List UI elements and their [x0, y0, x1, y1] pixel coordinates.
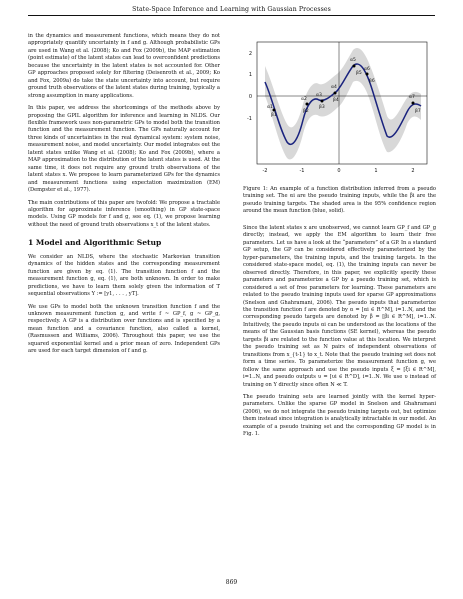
x-tick-label: -2 [262, 168, 268, 174]
beta-label: β1 [271, 113, 277, 118]
beta-label: β6 [369, 79, 375, 84]
y-tick-label: -1 [247, 116, 252, 122]
paragraph: Since the latent states x are unobserved, we cannot learn GP_f and GP_g directly; instead, we apply the EM algorithm to learn their free parameters. Let us have a look at the “parameters” of a GP. In a standard GP setup, the GP can be considered effectively parameterized by the hyper-parameters, the training inputs, and the training targets. In the considered state-space model, eq. (1), the training inputs can never be observed directly. Therefore, in this paper, we explicitly specify these parameters and parameterize a GP by a pseudo training set, which is considered a set of free parameters for learning. These parameters are related to the pseudo training inputs used for sparse GP approximations (Snelson and Ghahramani, 2006). The pseudo inputs that parameterize the transition function f are denoted by α = [αi ∈ R^M], i=1..N, and the corresponding pseudo targets are denoted by β = [βi ∈ R^M], i=1..N. Intuitively, the pseudo inputs αi can be understood as the locations of the means of the Gaussian basis functions (SE kernel), whereas the pseudo targets βi are related to the function value at this location. We interpret the pseudo training set as N pairs of independent observations of transitions from x_{t-1} to x_t. Note that the pseudo training set does not form a time series. To parameterize the measurement function g, we follow the same approach and use the pseudo inputs ξ = [ξi ∈ R^M], i=1..N, and pseudo outputs υ = [υi ∈ R^D], i=1..N. We use υ instead of training on Y directly since often N ≪ T. [243, 225, 436, 388]
x-tick-label: 2 [411, 168, 415, 174]
pseudo-point [321, 100, 324, 103]
beta-label: β4 [333, 98, 339, 103]
alpha-label: α5 [350, 58, 356, 63]
pseudo-point [353, 65, 356, 68]
pseudo-point [412, 102, 415, 105]
y-tick-label: 2 [248, 51, 252, 57]
x-tick-label: 0 [337, 168, 341, 174]
beta-label: β2 [303, 109, 309, 114]
alpha-label: α3 [316, 93, 322, 98]
beta-label: β5 [356, 71, 362, 76]
figure-caption: Figure 1: An example of a function distribution inferred from a pseudo training set. The αi are the pseudo training inputs, while the βi are the pseudo training targets. The shaded area is the 95% confidence region around the mean function (blue, solid). [243, 186, 436, 214]
header-rule [28, 15, 435, 16]
paragraph: in the dynamics and measurement functions, which means they do not appropriately quantify uncertainty in f and g. Although probabilistic GPs are used in Wang et al. (2008); Ko and Fox (2009b), the MAP estimation (point estimate) of the latent states can lead to overconfident predictions because the uncertainty in the latent states is not accounted for. Other GP approaches proposed solely for filtering (Deisenroth et al., 2009; Ko and Fox, 2009a) do take the state uncertainty into account, but require ground truth observations of the latent states during training, typically a strong assumption in many applications. [28, 33, 220, 99]
right-column [243, 225, 436, 444]
section-title: 1 Model and Algorithmic Setup [28, 238, 162, 248]
running-header: State-Space Inference and Learning with Gaussian Processes [132, 6, 331, 13]
paragraph: The pseudo training sets are learned jointly with the kernel hyper-parameters. Unlike the sparse GP model in Snelson and Ghahramani (2006), we do not integrate the pseudo training targets out, but optimize them instead since integration is analytically intractable in our model. An example of a pseudo training set and the corresponding GP model is in Fig. 1. [243, 393, 436, 438]
pseudo-point [334, 92, 337, 95]
y-tick-label: 1 [248, 72, 252, 78]
pseudo-point [273, 109, 276, 112]
left-column [28, 33, 220, 361]
x-tick-label: -1 [299, 168, 305, 174]
pseudo-point [306, 103, 309, 106]
figure-plot [243, 24, 436, 184]
x-tick-label: 1 [374, 168, 378, 174]
alpha-label: α2 [301, 97, 307, 102]
alpha-label: α7 [409, 95, 415, 100]
alpha-label: α4 [331, 85, 337, 90]
paragraph: We consider an NLDS, where the stochastic Markovian transition dynamics of the hidden states and the corresponding measurement function are given by eq. (1). The transition function f and the measurement function g, eq. (1), are both unknown. In order to make predictions, we have to learn them solely given the information of T sequential observations Y := [y1, . . . , yT]. [28, 253, 220, 298]
beta-label: β3 [319, 105, 325, 110]
y-tick-label: 0 [248, 94, 252, 100]
figure-1 [243, 24, 436, 184]
paragraph: The main contributions of this paper are twofold: We propose a tractable algorithm for approximate inference (smoothing) in GP state-space models. Using GP models for f and g, see eq. (1), we propose learning without the need of ground truth observations x_t of the latent states. [28, 199, 220, 228]
paragraph: We use GPs to model both the unknown transition function f and the unknown measurement function g, and write f ~ GP_f, g ~ GP_g, respectively. A GP is a distribution over functions and is specified by a mean function and a covariance function, also called a kernel, (Rasmussen and Williams, 2006). Throughout this paper, we use the squared exponential kernel and a prior mean of zero. Independent GPs are used for each target dimension of f and g. [28, 303, 220, 355]
page-number: 869 [225, 579, 238, 586]
pseudo-point [366, 73, 369, 76]
alpha-label: α6 [364, 67, 370, 72]
alpha-label: α1 [267, 105, 273, 110]
beta-label: β7 [415, 109, 421, 114]
paragraph: In this paper, we address the shortcomings of the methods above by proposing the GPIL algorithm for inference and learning in NLDS. Our flexible framework uses non-parametric GPs to model both the transition function and the measurement function. The GPs naturally account for three kinds of uncertainties in the real dynamical system: system noise, measurement noise, and model uncertainty. Our model integrates out the latent states unlike Wang et al. (2008); Ko and Fox (2009b), where a MAP approximation to the distribution of the latent states is used. At the same time, it does not require any ground truth observations of the latent states x. We propose to learn parameterized GPs for the dynamics and measurement functions using expectation maximization (EM) (Dempster et al., 1977). [28, 105, 220, 194]
